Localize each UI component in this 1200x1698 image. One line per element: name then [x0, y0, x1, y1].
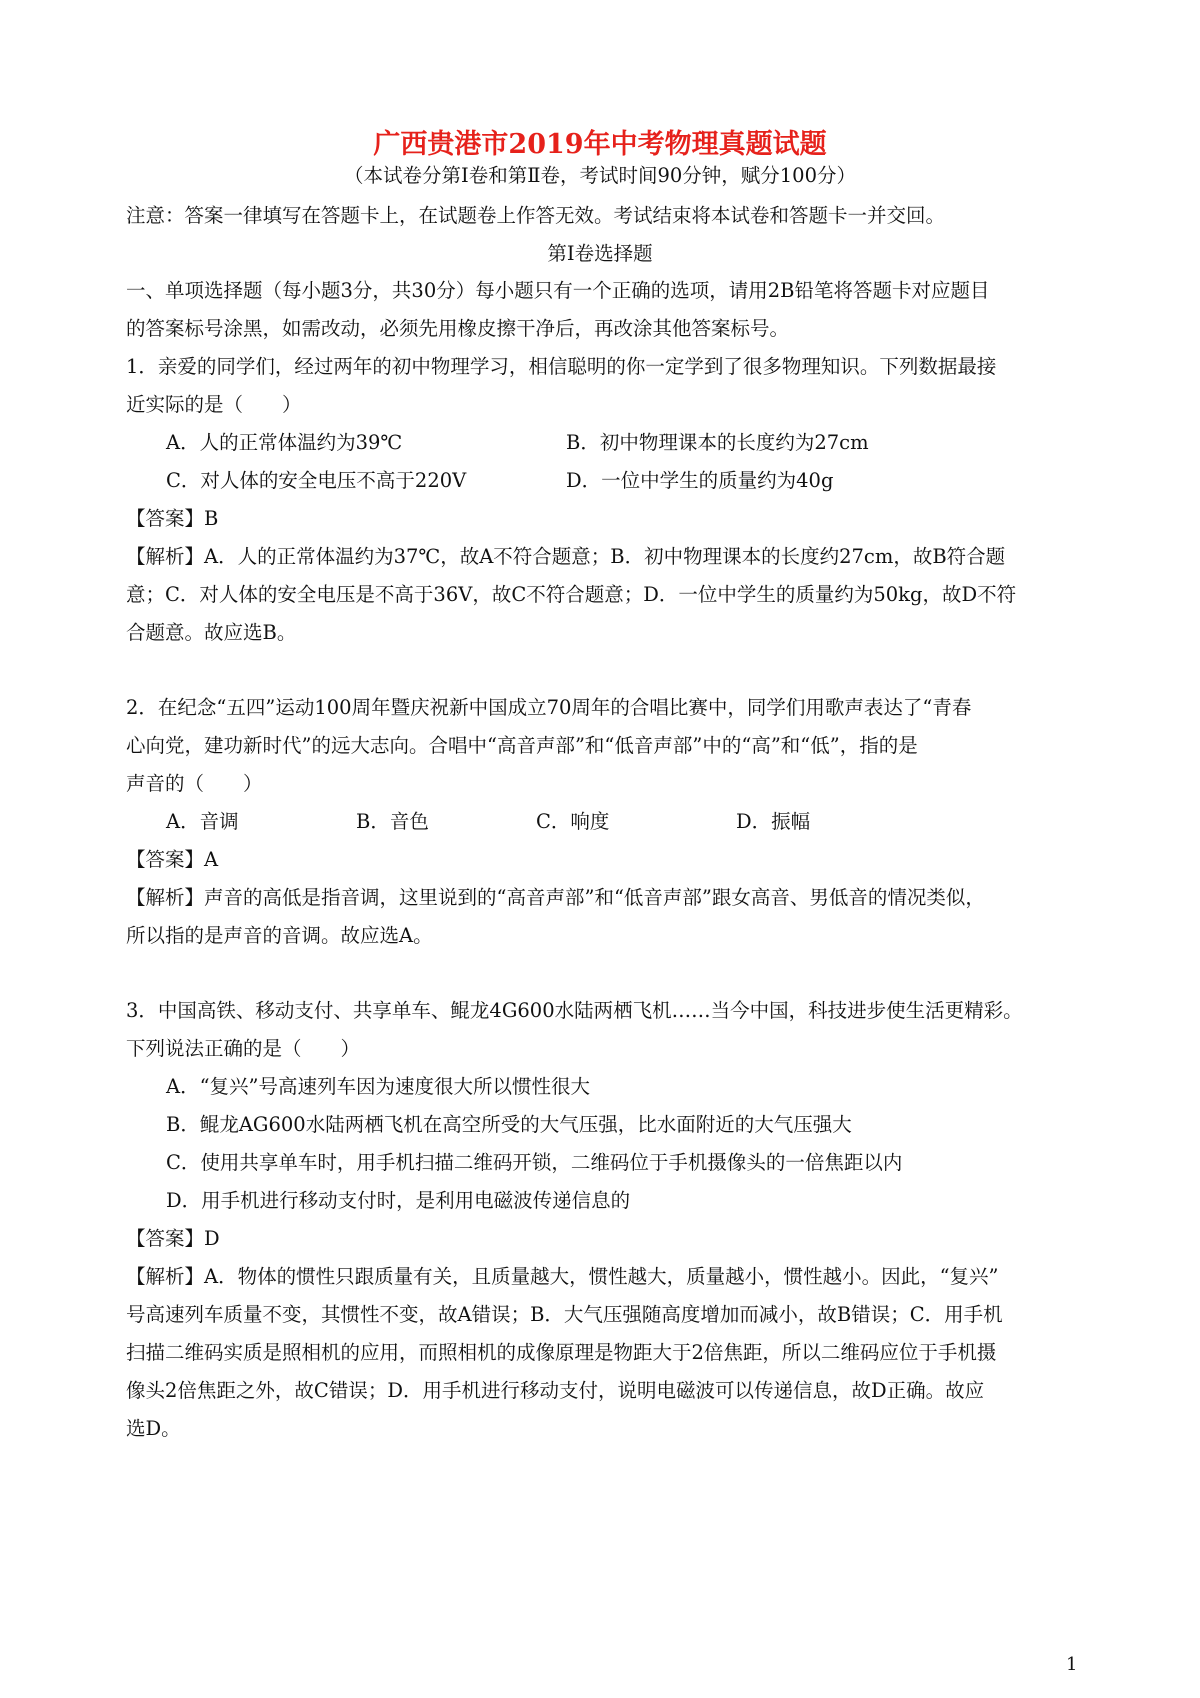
q3-analysis-line: 号高速列车质量不变，其惯性不变，故A错误；B．大气压强随高度增加而减小，故B错误；C．用手机 [126, 1303, 1003, 1326]
q3-option-c: C．使用共享单车时，用手机扫描二维码开锁，二维码位于手机摄像头的一倍焦距以内 [166, 1151, 903, 1174]
q2-answer: 【答案】A [126, 848, 219, 871]
q1-analysis-line: 意；C．对人体的安全电压是不高于36V，故C不符合题意；D．一位中学生的质量约为50kg，故D不符 [126, 583, 1017, 606]
q1-answer: 【答案】B [126, 507, 219, 530]
q3-option-b: B．鲲龙AG600水陆两栖飞机在高空所受的大气压强，比水面附近的大气压强大 [166, 1113, 852, 1136]
q2-option-d: D．振幅 [736, 810, 811, 833]
exam-subtitle: （本试卷分第Ⅰ卷和第Ⅱ卷，考试时间90分钟，赋分100分） [344, 164, 856, 187]
notice-text: 注意：答案一律填写在答题卡上，在试题卷上作答无效。考试结束将本试卷和答题卡一并交回。 [126, 204, 946, 227]
q3-analysis-line: 选D。 [126, 1417, 181, 1440]
q2-option-b: B．音色 [356, 810, 429, 833]
q1-option-d: D．一位中学生的质量约为40g [566, 469, 834, 492]
q2-option-a: A．音调 [166, 810, 239, 833]
page-number: 1 [1066, 1654, 1078, 1675]
q1-stem-line: 近实际的是（ ） [126, 393, 302, 416]
part-intro-line: 一、单项选择题（每小题3分，共30分）每小题只有一个正确的选项，请用2B铅笔将答题卡对应题目 [126, 279, 990, 302]
q3-analysis-line: 像头2倍焦距之外，故C错误；D．用手机进行移动支付，说明电磁波可以传递信息，故D正确。故应 [126, 1379, 985, 1402]
q1-option-c: C．对人体的安全电压不高于220V [166, 469, 467, 492]
q2-analysis-line: 所以指的是声音的音调。故应选A。 [126, 924, 433, 947]
q3-stem-line: 下列说法正确的是（ ） [126, 1037, 361, 1060]
q3-answer: 【答案】D [126, 1227, 220, 1250]
q1-option-b: B．初中物理课本的长度约为27cm [566, 431, 869, 454]
q3-option-a: A．“复兴”号高速列车因为速度很大所以惯性很大 [166, 1075, 591, 1098]
q1-analysis-line: 【解析】A．人的正常体温约为37℃，故A不符合题意；B．初中物理课本的长度约27cm，故B符合题 [126, 545, 1006, 568]
section-title: 第Ⅰ卷选择题 [547, 242, 653, 265]
q3-option-d: D．用手机进行移动支付时，是利用电磁波传递信息的 [166, 1189, 631, 1212]
q3-analysis-line: 【解析】A．物体的惯性只跟质量有关，且质量越大，惯性越大，质量越小，惯性越小。因此，“复兴” [126, 1265, 999, 1288]
q1-analysis-line: 合题意。故应选B。 [126, 621, 297, 644]
q2-option-c: C．响度 [536, 810, 610, 833]
q2-stem-line: 心向党，建功新时代”的远大志向。合唱中“高音声部”和“低音声部”中的“高”和“低”，指的是 [126, 734, 918, 757]
q2-stem-line: 声音的（ ） [126, 772, 263, 795]
part-intro-line: 的答案标号涂黑，如需改动，必须先用橡皮擦干净后，再改涂其他答案标号。 [126, 317, 790, 340]
q1-stem-line: 1．亲爱的同学们，经过两年的初中物理学习，相信聪明的你一定学到了很多物理知识。下列数据最接 [126, 355, 997, 378]
q3-analysis-line: 扫描二维码实质是照相机的应用，而照相机的成像原理是物距大于2倍焦距，所以二维码应位于手机摄 [126, 1341, 997, 1364]
q2-analysis-line: 【解析】声音的高低是指音调，这里说到的“高音声部”和“低音声部”跟女高音、男低音的情况类似， [126, 886, 985, 909]
q2-stem-line: 2．在纪念“五四”运动100周年暨庆祝新中国成立70周年的合唱比赛中，同学们用歌声表达了“青春 [126, 696, 972, 719]
q3-stem-line: 3．中国高铁、移动支付、共享单车、鲲龙4G600水陆两栖飞机……当今中国，科技进步使生活更精彩。 [126, 999, 1023, 1022]
page-title: 广西贵港市2019年中考物理真题试题 [373, 129, 827, 160]
q1-option-a: A．人的正常体温约为39℃ [166, 431, 403, 454]
